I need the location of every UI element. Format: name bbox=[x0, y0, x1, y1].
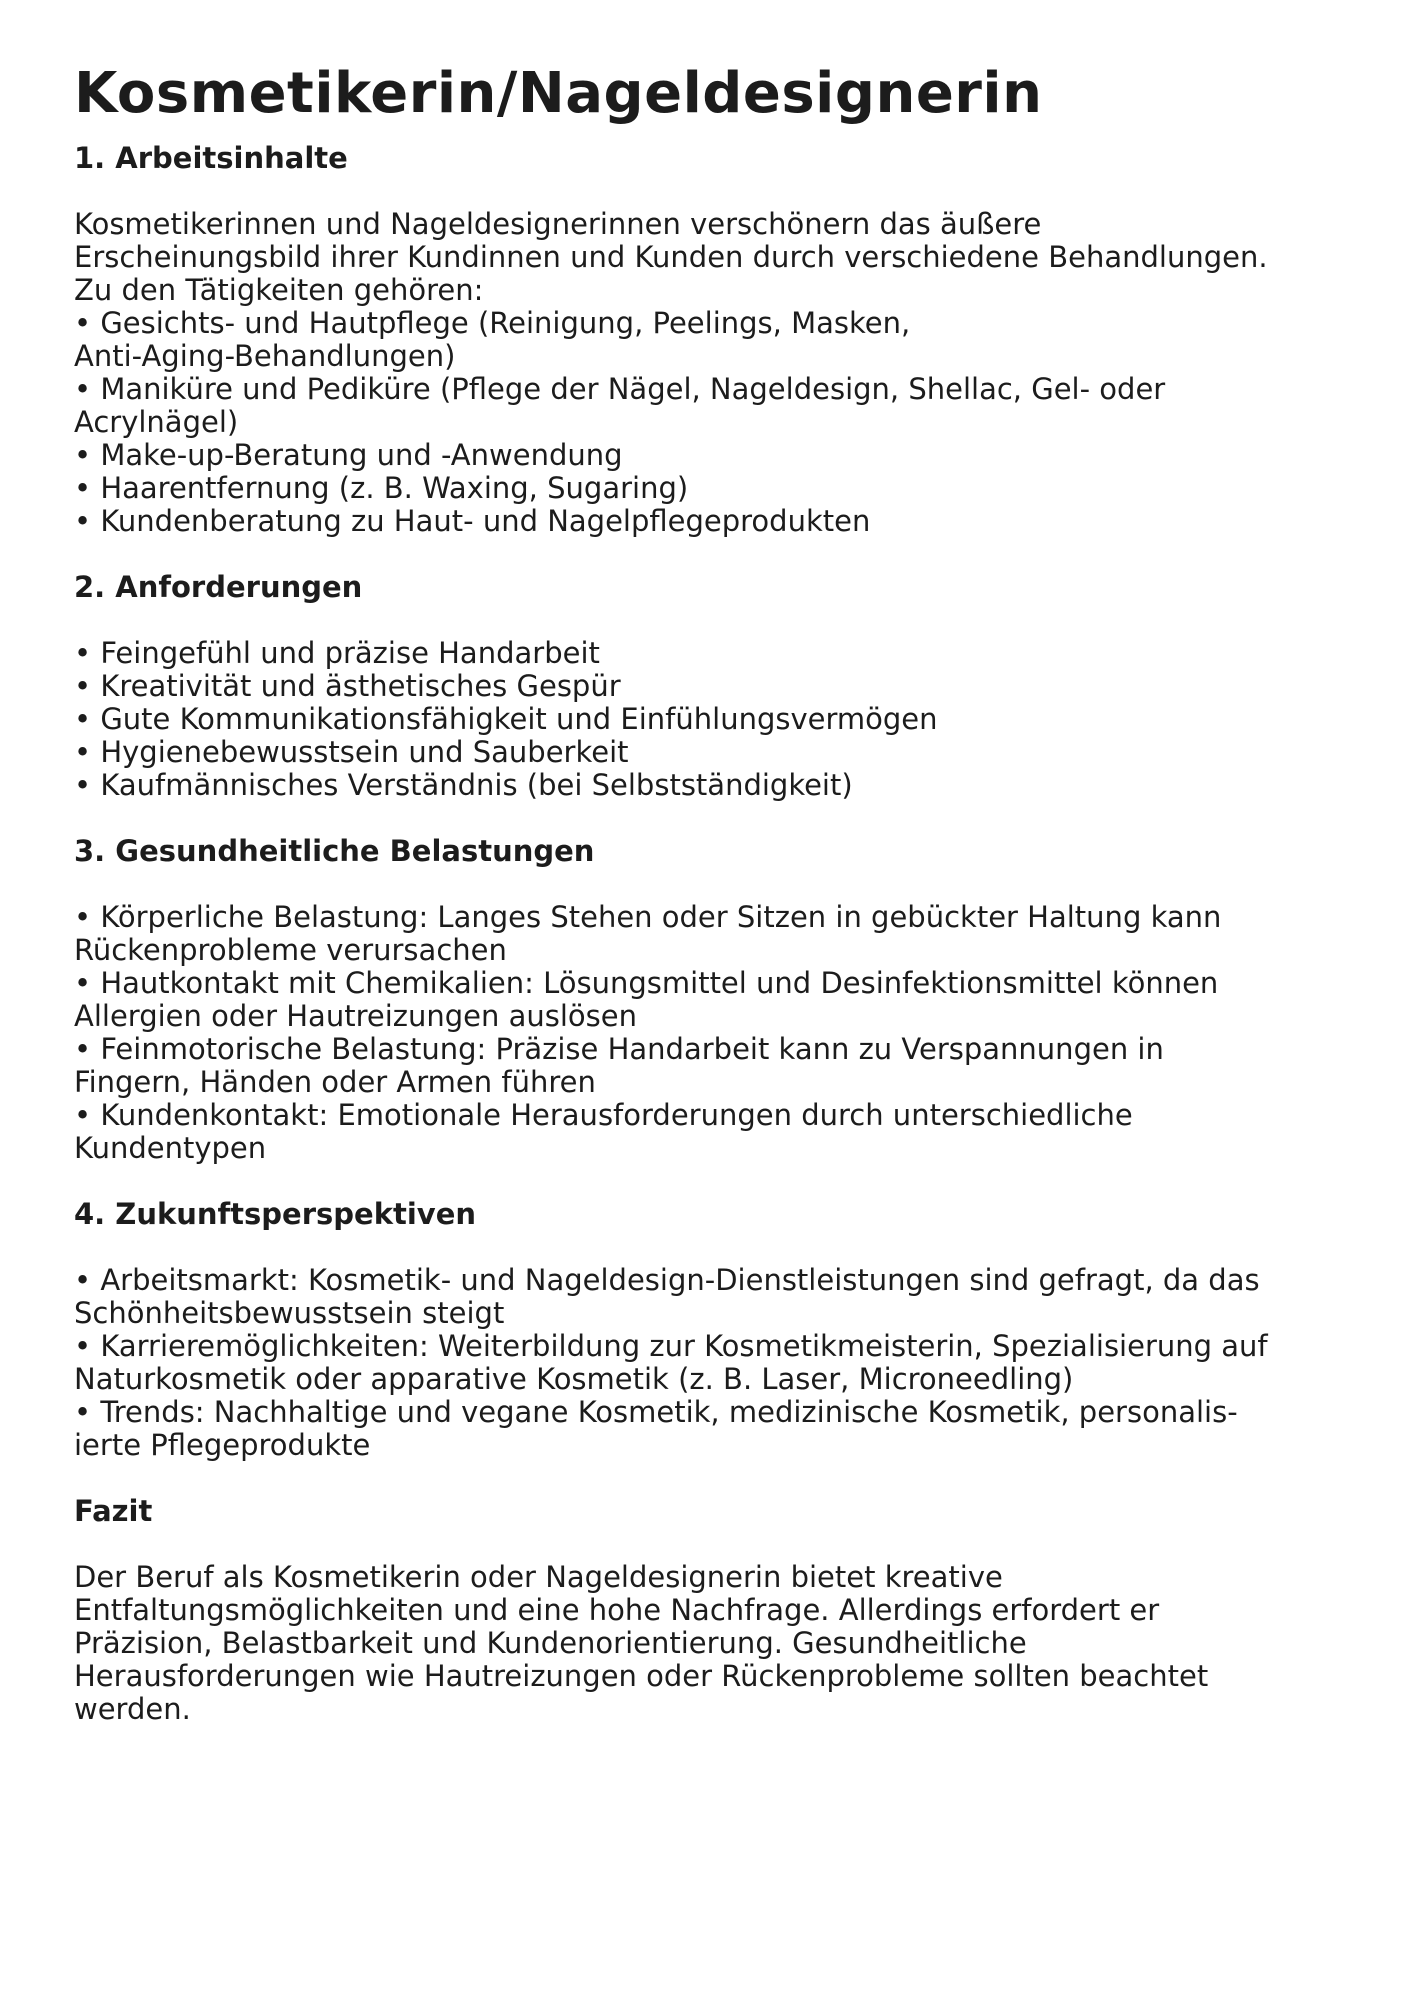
blank-line bbox=[74, 175, 1350, 208]
bullet-item: • Make-up-Beratung und -Anwendung bbox=[74, 438, 623, 472]
text-line: Schönheitsbewusstsein steigt bbox=[74, 1296, 505, 1330]
blank-line bbox=[74, 802, 1350, 835]
section-heading: 4. Zukunftsperspektiven bbox=[74, 1197, 477, 1231]
section-2 bbox=[74, 571, 1350, 835]
bullet-item: • Maniküre und Pediküre (Pflege der Nägel, Nageldesign, Shellac, Gel- oder bbox=[74, 372, 1166, 406]
bullet-item: • Feingefühl und präzise Handarbeit bbox=[74, 636, 600, 670]
text-line: Zu den Tätigkeiten gehören: bbox=[74, 273, 484, 307]
blank-line bbox=[74, 604, 1350, 637]
blank-line bbox=[74, 538, 1350, 571]
blank-line bbox=[74, 1462, 1350, 1495]
bullet-item: • Gesichts- und Hautpflege (Reinigung, Peelings, Masken, bbox=[74, 306, 911, 340]
text-line: werden. bbox=[74, 1692, 191, 1726]
section-4 bbox=[74, 1198, 1350, 1495]
bullet-item: • Kaufmännisches Verständnis (bei Selbstständigkeit) bbox=[74, 768, 853, 802]
bullet-item: • Kundenkontakt: Emotionale Herausforderungen durch unterschiedliche bbox=[74, 1098, 1133, 1132]
section-heading: 2. Anforderungen bbox=[74, 570, 363, 604]
text-line: Erscheinungsbild ihrer Kundinnen und Kunden durch verschiedene Behandlungen. bbox=[74, 240, 1268, 274]
section-3 bbox=[74, 835, 1350, 1198]
blank-line bbox=[74, 1528, 1350, 1561]
bullet-item: • Trends: Nachhaltige und vegane Kosmetik, medizinische Kosmetik, personalis- bbox=[74, 1395, 1238, 1429]
text-line: ierte Pflegeprodukte bbox=[74, 1428, 371, 1462]
blank-line bbox=[74, 868, 1350, 901]
text-line: Rückenprobleme verursachen bbox=[74, 933, 507, 967]
text-line: Fingern, Händen oder Armen führen bbox=[74, 1065, 596, 1099]
text-line: Allergien oder Hautreizungen auslösen bbox=[74, 999, 637, 1033]
bullet-item: • Körperliche Belastung: Langes Stehen oder Sitzen in gebückter Haltung kann bbox=[74, 900, 1222, 934]
text-line: Herausforderungen wie Hautreizungen oder Rückenprobleme sollten beachtet bbox=[74, 1659, 1209, 1693]
bullet-item: • Gute Kommunikationsfähigkeit und Einfühlungsvermögen bbox=[74, 702, 938, 736]
section-1 bbox=[74, 142, 1350, 571]
bullet-item: • Karrieremöglichkeiten: Weiterbildung zur Kosmetikmeisterin, Spezialisierung auf bbox=[74, 1329, 1268, 1363]
text-line: Acrylnägel) bbox=[74, 405, 239, 439]
page-title: Kosmetikerin/Nageldesignerin bbox=[74, 61, 1043, 126]
bullet-item: • Kreativität und ästhetisches Gespür bbox=[74, 669, 621, 703]
bullet-item: • Haarentfernung (z. B. Waxing, Sugaring) bbox=[74, 471, 689, 505]
text-line: Kundentypen bbox=[74, 1131, 267, 1165]
text-line: Präzision, Belastbarkeit und Kundenorientierung. Gesundheitliche bbox=[74, 1626, 1027, 1660]
blank-line bbox=[74, 1231, 1350, 1264]
bullet-item: • Arbeitsmarkt: Kosmetik- und Nageldesign-Dienstleistungen sind gefragt, da das bbox=[74, 1263, 1260, 1297]
section-heading: 1. Arbeitsinhalte bbox=[74, 141, 348, 175]
text-line: Entfaltungsmöglichkeiten und eine hohe Nachfrage. Allerdings erfordert er bbox=[74, 1593, 1160, 1627]
bullet-item: • Feinmotorische Belastung: Präzise Handarbeit kann zu Verspannungen in bbox=[74, 1032, 1164, 1066]
section-5 bbox=[74, 1495, 1350, 1726]
blank-line bbox=[74, 1165, 1350, 1198]
section-heading: 3. Gesundheitliche Belastungen bbox=[74, 834, 595, 868]
bullet-item: • Kundenberatung zu Haut- und Nagelpflegeprodukten bbox=[74, 504, 871, 538]
text-line: Anti-Aging-Behandlungen) bbox=[74, 339, 456, 373]
bullet-item: • Hygienebewusstsein und Sauberkeit bbox=[74, 735, 629, 769]
text-line: Naturkosmetik oder apparative Kosmetik (z. B. Laser, Microneedling) bbox=[74, 1362, 1074, 1396]
document-body bbox=[74, 142, 1350, 1726]
text-line: Kosmetikerinnen und Nageldesignerinnen verschönern das äußere bbox=[74, 207, 1042, 241]
text-line: Der Beruf als Kosmetikerin oder Nageldesignerin bietet kreative bbox=[74, 1560, 1003, 1594]
section-heading: Fazit bbox=[74, 1494, 153, 1528]
bullet-item: • Hautkontakt mit Chemikalien: Lösungsmittel und Desinfektionsmittel können bbox=[74, 966, 1219, 1000]
